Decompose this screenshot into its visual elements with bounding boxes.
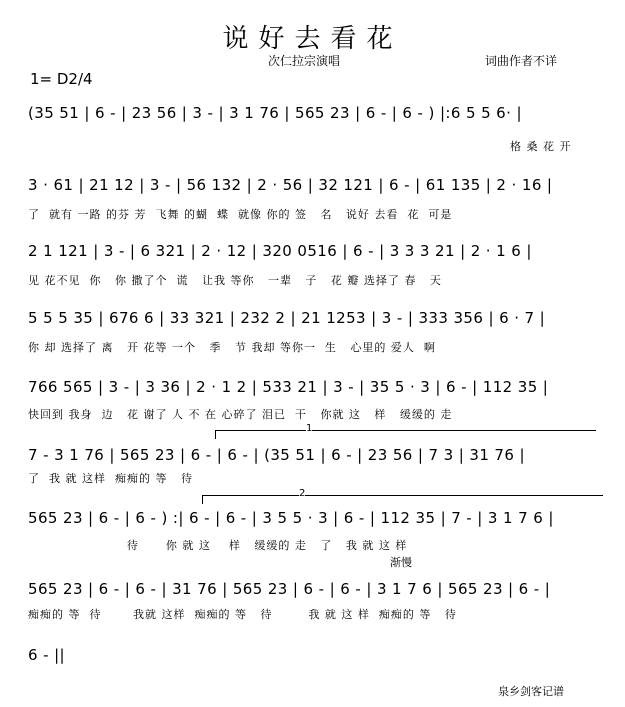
song-title: 说好去看花 <box>222 24 403 54</box>
lyrics-row-1: 格 桑 花 开 <box>510 140 572 153</box>
lyrics-row-8: 痴痴的 等 待 我就 这样 痴痴的 等 待 我 就 这 样 痴痴的 等 待 <box>28 608 457 621</box>
notation-row-6: 7 - 3 1 76 | 565 23 | 6 - | 6 - | (35 51 | 6 - | 23 56 | 7 3 | 31 76 | <box>28 446 525 464</box>
notation-row-1: (35 51 | 6 - | 23 56 | 3 - | 3 1 76 | 565 23 | 6 - | 6 - ) |:6 5 5 6· | <box>28 104 522 122</box>
volta-bracket-1 <box>215 423 596 439</box>
key-signature: 1= D2/4 <box>30 70 93 88</box>
composer-credit: 词曲作者不详 <box>485 54 558 68</box>
notation-row-5: 766 565 | 3 - | 3 36 | 2 · 1 2 | 533 21 | 3 - | 35 5 · 3 | 6 - | 112 35 | <box>28 378 549 396</box>
notation-row-8: 565 23 | 6 - | 6 - | 31 76 | 565 23 | 6 - | 6 - | 3 1 7 6 | 565 23 | 6 - | <box>28 580 551 598</box>
lyrics-row-4: 你 却 选择了 离 开 花等 一个 季 节 我却 等你一 生 心里的 爱人 啊 <box>28 341 436 354</box>
notation-row-9: 6 - || <box>28 646 65 664</box>
lyrics-row-7: 待 你 就 这 样 缓缓的 走 了 我 就 这 样 <box>28 539 408 552</box>
ritardando-marker: 渐慢 <box>390 556 412 569</box>
lyrics-row-5: 快回到 我身 边 花 谢了 人 不 在 心碎了 泪已 干 你就 这 样 缓缓的 走 <box>28 408 453 421</box>
performer-credit: 次仁拉宗演唱 <box>268 54 341 68</box>
volta-bracket-2 <box>202 488 603 504</box>
lyrics-row-6: 了 我 就 这样 痴痴的 等 待 <box>28 472 193 485</box>
lyrics-row-3: 见 花不见 你 你 撒了个 谎 让我 等你 一辈 子 花 瓣 选择了 春 天 <box>28 274 442 287</box>
notation-row-3: 2 1 121 | 3 - | 6 321 | 2 · 12 | 320 0516 | 6 - | 3 3 3 21 | 2 · 1 6 | <box>28 242 532 260</box>
notation-row-7: 565 23 | 6 - | 6 - ) :| 6 - | 6 - | 3 5 5 · 3 | 6 - | 112 35 | 7 - | 3 1 7 6 | <box>28 509 554 527</box>
notation-row-4: 5 5 5 35 | 676 6 | 33 321 | 232 2 | 21 1253 | 3 - | 333 356 | 6 · 7 | <box>28 309 546 327</box>
volta-1-number: 1 <box>306 423 313 434</box>
notation-row-2: 3 · 61 | 21 12 | 3 - | 56 132 | 2 · 56 | 32 121 | 6 - | 61 135 | 2 · 16 | <box>28 176 553 194</box>
transcriber-credit: 泉乡剑客记谱 <box>498 685 564 698</box>
lyrics-row-2: 了 就有 一路 的芬 芳 飞舞 的蝴 蝶 就像 你的 签 名 说好 去看 花 可是 <box>28 208 453 221</box>
volta-2-number: 2 <box>299 488 306 499</box>
